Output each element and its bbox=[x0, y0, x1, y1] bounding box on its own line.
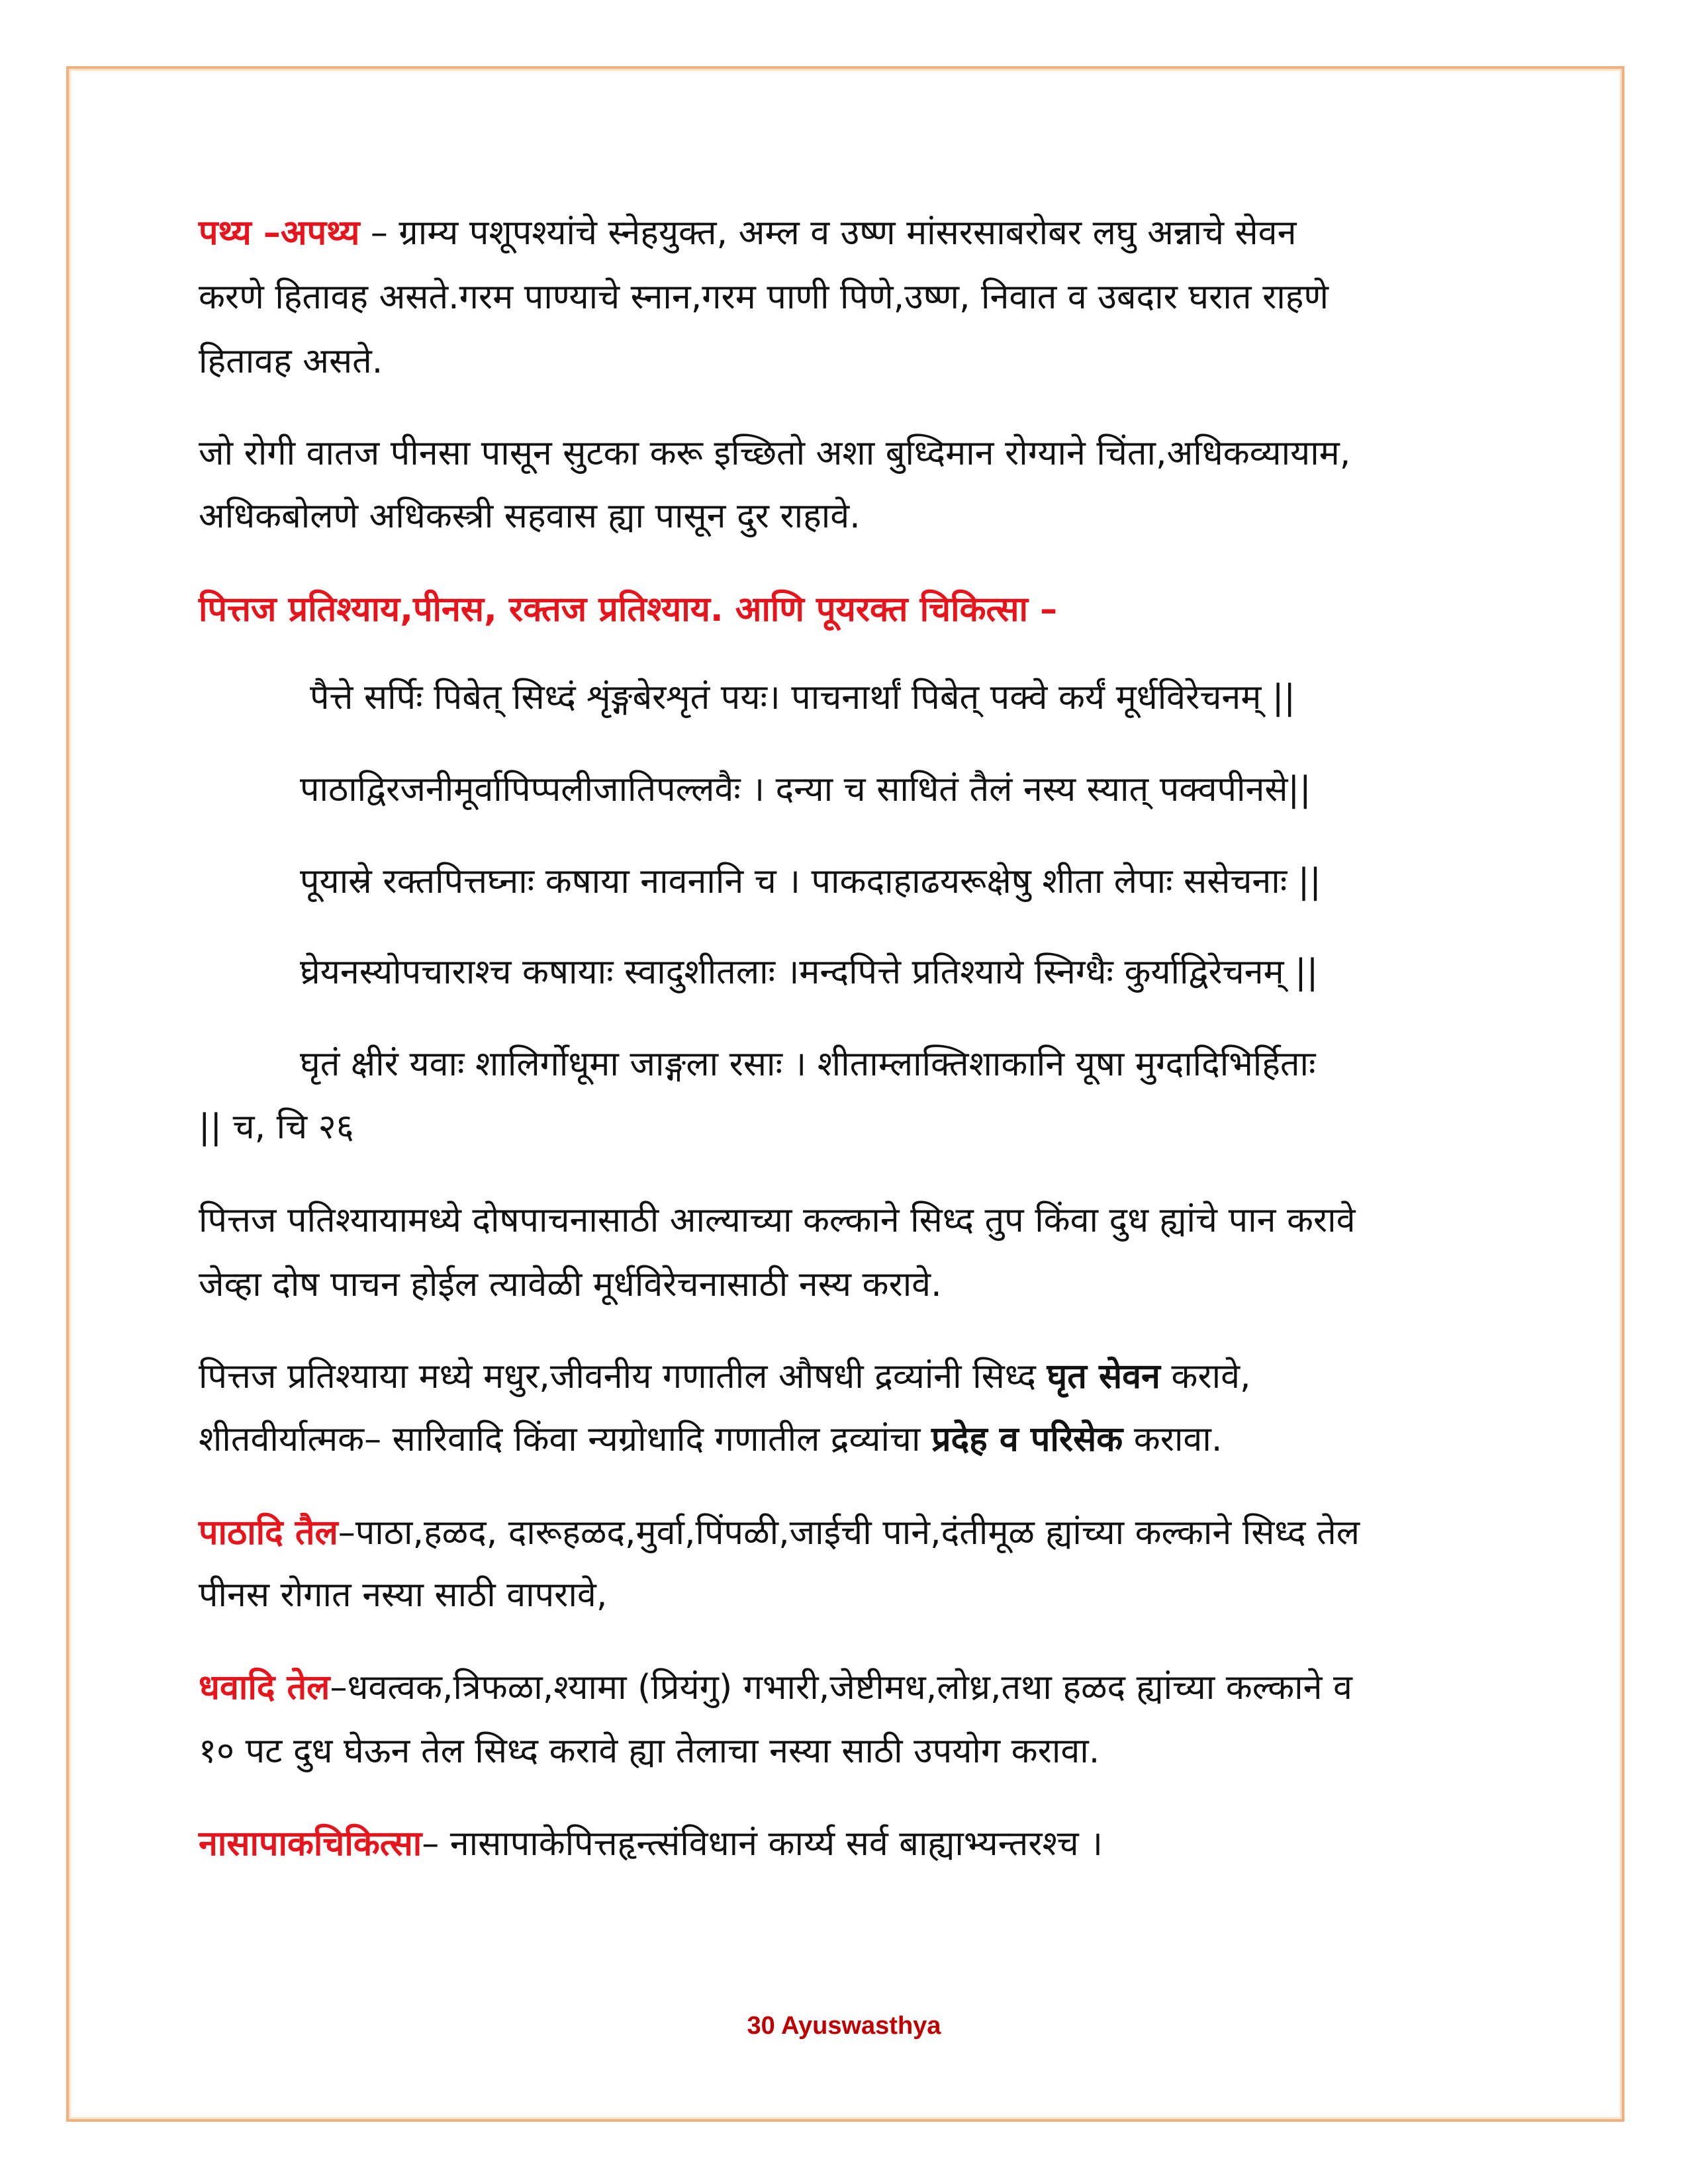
ghrut-line-1 bbox=[199, 1353, 1251, 1400]
dhavadi-line-1 bbox=[199, 1664, 1352, 1711]
text: – नासापाकेपित्तहृन्त्संविधानं कार्य्य सर्व बाह्याभ्यन्तरश्च । bbox=[422, 1824, 1103, 1864]
text: – ग्राम्य पशूपश्यांचे स्नेहयुक्त, अम्ल व उष्ण मांसरसाबरोबर लघु अन्नाचे सेवन bbox=[359, 213, 1297, 253]
verse-5: घृतं क्षीरं यवाः शालिर्गोधूमा जाङ्गला रसाः । शीताम्लाक्तिशाकानि यूषा मुग्दादिभिर्हिताः bbox=[300, 1044, 1316, 1084]
section-heading: पित्तज प्रतिश्याय,पीनस, रक्तज प्रतिश्याय. आणि पूयरक्त चिकित्सा – bbox=[199, 590, 1058, 629]
verse-3: पूयास्रे रक्तपित्तघ्नाः कषाया नावनानि च । पाकदाहाढयरूक्षेषु शीता लेपाः ससेचनाः || bbox=[300, 862, 1321, 901]
ghrut-line-2 bbox=[199, 1416, 1222, 1463]
nasapak-heading: नासापाकचिकित्सा bbox=[199, 1824, 422, 1864]
text: –धवत्वक,त्रिफळा,श्यामा (प्रियंगु) गभारी,जेष्टीमध,लोध्र,तथा हळद ह्यांच्या कल्काने व bbox=[330, 1668, 1352, 1707]
pathya-heading: पथ्य –अपथ्य bbox=[199, 213, 360, 253]
verse-4: घ्रेयनस्योपचाराश्च कषायाः स्वादुशीतलाः ।मन्दपित्ते प्रतिश्याये स्निग्धैः कुर्याद्विरेचनम् || bbox=[300, 952, 1319, 992]
pittaj-line-2: जेव्हा दोष पाचन होईल त्यावेळी मूर्धविरेचनासाठी नस्य करावे. bbox=[199, 1265, 942, 1304]
text: –पाठा,हळद, दारूहळद,मुर्वा,पिंपळी,जाईची पाने,दंतीमूळ ह्यांच्या कल्काने सिध्द तेल bbox=[338, 1513, 1360, 1553]
text: पित्तज प्रतिश्याया मध्ये मधुर,जीवनीय गणातील औषधी द्रव्यांनी सिध्द bbox=[199, 1357, 1047, 1396]
pathya-line-1 bbox=[199, 210, 1296, 256]
text: शीतवीर्यात्मक– सारिवादि किंवा न्यग्रोधादि गणातील द्रव्यांचा bbox=[199, 1420, 931, 1459]
dhavadi-line-2: १० पट दुध घेऊन तेल सिध्द करावे ह्या तेलाचा नस्या साठी उपयोग करावा. bbox=[199, 1731, 1100, 1771]
text: करावे, bbox=[1160, 1357, 1251, 1396]
pathadi-line-1 bbox=[199, 1510, 1360, 1556]
pathadi-line-2: पीनस रोगात नस्या साठी वापरावे, bbox=[199, 1575, 608, 1615]
pathya-line-2: करणे हितावह असते.गरम पाण्याचे स्नान,गरम पाणी पिणे,उष्ण, निवात व उबदार घरात राहणे bbox=[199, 277, 1329, 317]
pittaj-line-1: पित्तज पतिश्यायामध्ये दोषपाचनासाठी आल्याच्या कल्काने सिध्द तुप किंवा दुध ह्यांचे पान करावे bbox=[199, 1201, 1356, 1240]
dhavadi-heading: धवादि तेल bbox=[199, 1668, 330, 1707]
verse-reference: || च, चि २६ bbox=[199, 1107, 354, 1147]
text: करावा. bbox=[1123, 1420, 1223, 1459]
bold-term: घृत सेवन bbox=[1047, 1357, 1160, 1396]
nasapak-line bbox=[199, 1821, 1103, 1867]
vataj-line-2: अधिकबोलणे अधिकस्त्री सहवास ह्या पासून दुर राहावे. bbox=[199, 496, 861, 536]
verse-1: पैत्ते सर्पिः पिबेत् सिध्दं शृंङ्गबेरशृतं पयः। पाचनार्थां पिबेत् पक्वे कर्यं मूर्धविरेचनम् || bbox=[310, 678, 1295, 717]
page-footer: 30 Ayuswasthya bbox=[747, 2012, 941, 2040]
bold-term: प्रदेह व परिसेक bbox=[931, 1420, 1123, 1459]
vataj-line-1: जो रोगी वातज पीनसा पासून सुटका करू इच्छितो अशा बुध्दिमान रोग्याने चिंता,अधिकव्यायाम, bbox=[199, 433, 1351, 473]
pathadi-heading: पाठादि तैल bbox=[199, 1513, 338, 1553]
pathya-line-3: हितावह असते. bbox=[199, 341, 383, 381]
verse-2: पाठाद्विरजनीमूर्वापिप्पलीजातिपल्लवैः । दन्या च साधितं तैलं नस्य स्यात् पक्वपीनसे|| bbox=[300, 770, 1311, 809]
